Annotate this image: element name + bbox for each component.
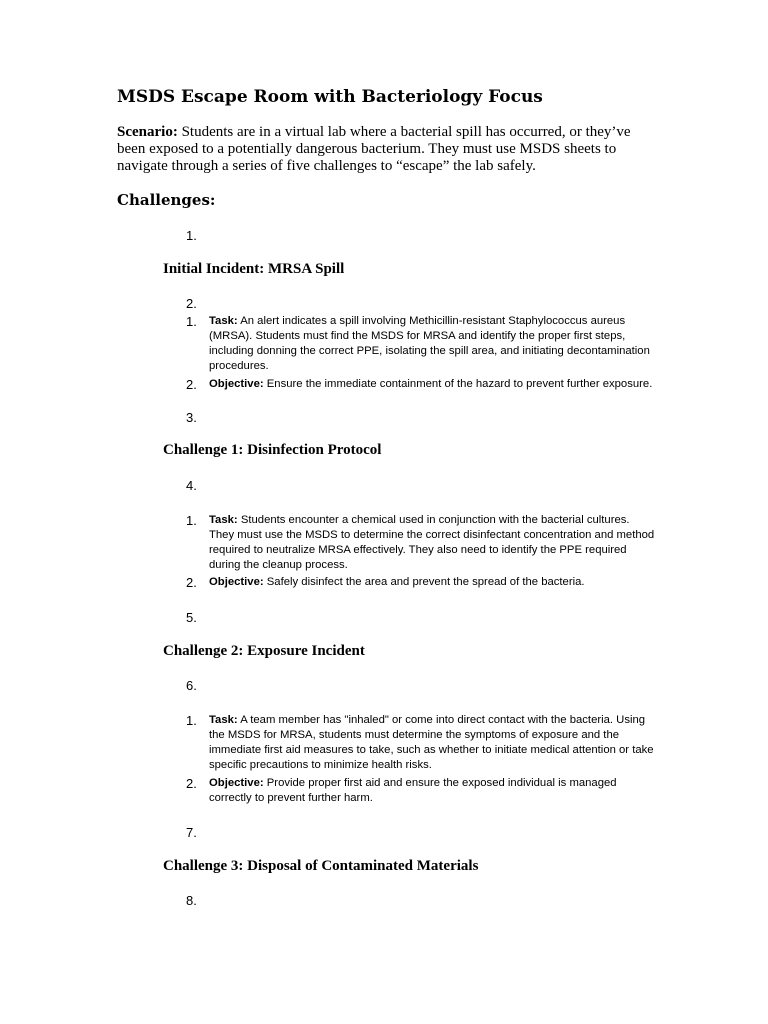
item-text: A team member has "inhaled" or come into direct contact with the bacteria. Using the MSDS for MRSA, students must determine the symptoms of exposure and the immediate first aid measures to take, such as whether to initiate medical attention or take specific precautions to minimize health risks.	[209, 714, 654, 771]
section-heading: Challenge 1: Disinfection Protocol	[163, 442, 382, 458]
scenario-paragraph	[117, 124, 657, 175]
list-number: 2.	[186, 296, 197, 311]
section-heading: Initial Incident: MRSA Spill	[163, 261, 345, 277]
item-label: Objective:	[209, 777, 264, 789]
list-number: 3.	[186, 410, 197, 425]
item-text: Students encounter a chemical used in conjunction with the bacterial cultures. They must use the MSDS to determine the correct disinfectant concentration and method required to neutralize MRSA effectively. They also need to identify the PPE required during the cleanup process.	[209, 514, 655, 571]
scenario-text: Students are in a virtual lab where a bacterial spill has occurred, or they’ve been exposed to a potentially dangerous bacterium. They must use MSDS sheets to navigate through a series of five challenges to “escape” the lab safely.	[117, 124, 631, 174]
item-number: 2.	[186, 776, 197, 791]
item-text: Ensure the immediate containment of the hazard to prevent further exposure.	[266, 378, 653, 390]
list-item	[186, 314, 656, 374]
item-label: Task:	[209, 315, 238, 327]
scenario-label: Scenario:	[117, 124, 178, 140]
list-number: 6.	[186, 678, 197, 693]
list-item	[186, 575, 656, 590]
item-number: 2.	[186, 575, 197, 590]
item-text: Provide proper first aid and ensure the exposed individual is managed correctly to prevent further harm.	[209, 777, 617, 804]
section-heading: Challenge 2: Exposure Incident	[163, 643, 365, 659]
list-number: 7.	[186, 825, 197, 840]
item-number: 1.	[186, 314, 197, 329]
item-number: 2.	[186, 377, 197, 392]
item-number: 1.	[186, 713, 197, 728]
list-item	[186, 513, 656, 573]
list-item	[186, 377, 656, 392]
list-item	[186, 713, 656, 773]
item-label: Task:	[209, 514, 238, 526]
list-number: 1.	[186, 228, 197, 243]
item-text: An alert indicates a spill involving Methicillin-resistant Staphylococcus aureus (MRSA). Students must find the MSDS for MRSA and identify the proper first steps, including donning the correct PPE, isolating the spill area, and initiating decontamination procedures.	[209, 315, 650, 372]
item-label: Objective:	[209, 378, 264, 390]
item-text: Safely disinfect the area and prevent the spread of the bacteria.	[266, 576, 585, 588]
item-number: 1.	[186, 513, 197, 528]
list-number: 8.	[186, 893, 197, 908]
section-heading: Challenge 3: Disposal of Contaminated Materials	[163, 858, 479, 874]
list-item	[186, 776, 656, 806]
item-label: Objective:	[209, 576, 264, 588]
list-number: 4.	[186, 478, 197, 493]
document-title: MSDS Escape Room with Bacteriology Focus	[117, 87, 543, 107]
challenges-heading: Challenges:	[117, 191, 216, 209]
item-label: Task:	[209, 714, 238, 726]
list-number: 5.	[186, 610, 197, 625]
